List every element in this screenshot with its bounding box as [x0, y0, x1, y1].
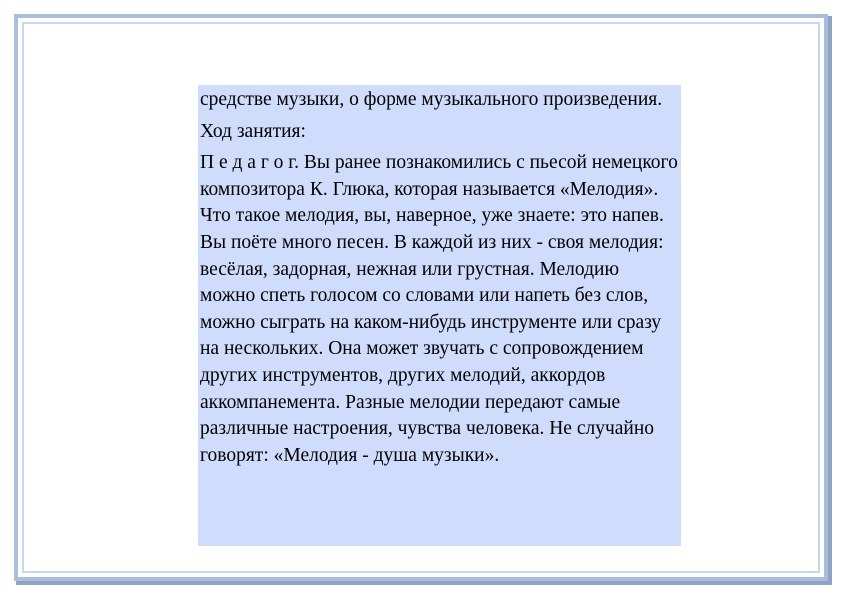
speaker-label: П е д а г о г.	[200, 152, 299, 174]
text-block	[198, 85, 681, 546]
slide-shadow-right	[828, 16, 832, 583]
paragraph-lesson-heading: Ход занятия:	[200, 120, 306, 142]
paragraph-dialogue	[200, 150, 679, 469]
dialogue-text: Вы ранее познакомились с пьесой немецкого композитора К. Глюка, которая называется «Мелодия». Что такое мелодия, вы, наверное, уже знаете: это напев. Вы поёте много песен. В каждой из них - своя мелодия: весёлая, задорная, нежная или грустная. Мелодию можно спеть голосом со словами или напеть без слов, можно сыграть на каком-нибудь инструменте или сразу на нескольких. Она может звучать с сопровождением других инструментов, других мелодий, аккордов аккомпанемента. Разные мелодии передают самые различные настроения, чувства человека. Не случайно говорят: «Мелодия - душа музыки».	[200, 152, 678, 466]
slide-shadow-bottom	[16, 581, 832, 585]
paragraph-intro: средстве музыки, о форме музыкального произведения.	[200, 89, 663, 110]
